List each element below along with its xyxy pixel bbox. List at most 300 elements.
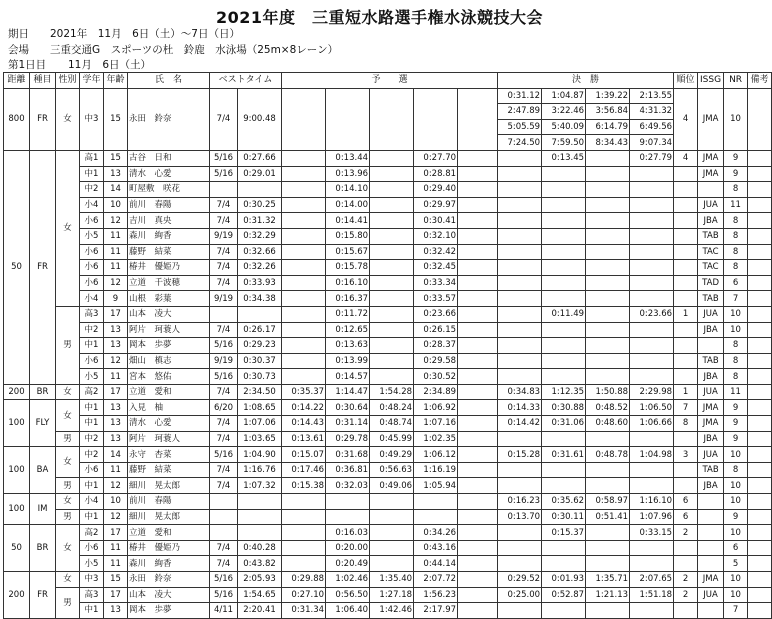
rank-cell (674, 353, 698, 369)
table-row (4, 322, 772, 338)
prelim-split: 0:29.58 (414, 353, 458, 369)
table-row (4, 166, 772, 182)
prelim-split: 1:56.23 (414, 587, 458, 603)
final-split (586, 275, 630, 291)
final-split: 0:35.62 (542, 494, 586, 510)
swimmer-name: 細川 晃太郎 (128, 509, 210, 525)
final-split (630, 166, 674, 182)
final-split (498, 197, 542, 213)
final-split: 1:16.10 (630, 494, 674, 510)
prelim-split (370, 150, 414, 166)
best-time-cell (238, 306, 282, 322)
swimmer-name: 永田 鈴奈 (128, 572, 210, 588)
issg-cell: TAC (698, 260, 724, 276)
prelim-split (282, 494, 326, 510)
table-row (4, 213, 772, 229)
rank-cell: 2 (674, 572, 698, 588)
prelim-split (458, 353, 498, 369)
final-split (542, 369, 586, 385)
prelim-split: 0:12.65 (326, 322, 370, 338)
final-split: 0:33.15 (630, 525, 674, 541)
grade-cell: 中3 (80, 572, 104, 588)
notes-cell (748, 197, 772, 213)
notes-cell (748, 556, 772, 572)
best-time-cell: 0:32.26 (238, 260, 282, 276)
prelim-split: 0:32.42 (414, 244, 458, 260)
prelim-split: 0:16.37 (326, 291, 370, 307)
final-split (630, 540, 674, 556)
final-split (630, 260, 674, 276)
final-split: 0:27.79 (630, 150, 674, 166)
age-cell: 17 (104, 587, 128, 603)
age-cell: 12 (104, 509, 128, 525)
prelim-split: 0:48.24 (370, 400, 414, 416)
gender-cell: 女 (56, 494, 80, 510)
best-time-cell: 0:32.66 (238, 244, 282, 260)
table-row (4, 431, 772, 447)
prelim-split (370, 166, 414, 182)
nr-cell: 10 (724, 587, 748, 603)
prelim-split: 0:16.03 (326, 525, 370, 541)
notes-cell (748, 369, 772, 385)
swimmer-name: 山本 凌大 (128, 587, 210, 603)
rank-cell: 2 (674, 587, 698, 603)
final-split: 1:39.22 (586, 88, 630, 104)
best-date-cell: 7/4 (210, 322, 238, 338)
rank-cell (674, 478, 698, 494)
rank-cell: 7 (674, 400, 698, 416)
best-date-cell: 7/4 (210, 260, 238, 276)
prelim-split (458, 275, 498, 291)
prelim-split (458, 525, 498, 541)
grade-cell: 小5 (80, 369, 104, 385)
prelim-split: 1:06.92 (414, 400, 458, 416)
header-distance: 距離 (4, 73, 30, 89)
prelim-split (458, 88, 498, 150)
best-date-cell: 5/16 (210, 166, 238, 182)
rank-cell: 4 (674, 88, 698, 150)
notes-cell (748, 338, 772, 354)
prelim-split (458, 244, 498, 260)
prelim-split: 1:02.46 (326, 572, 370, 588)
table-row (4, 150, 772, 166)
final-split: 1:50.88 (586, 384, 630, 400)
final-split (542, 182, 586, 198)
nr-cell: 11 (724, 197, 748, 213)
final-split (542, 197, 586, 213)
prelim-split (458, 338, 498, 354)
prelim-split (370, 306, 414, 322)
final-split: 5:40.09 (542, 119, 586, 135)
final-split (630, 182, 674, 198)
swimmer-name: 前川 春陽 (128, 197, 210, 213)
age-cell: 11 (104, 369, 128, 385)
nr-cell: 10 (724, 525, 748, 541)
final-split (542, 540, 586, 556)
final-split (498, 275, 542, 291)
final-split: 2:07.65 (630, 572, 674, 588)
prelim-split: 1:06.12 (414, 447, 458, 463)
best-date-cell: 5/16 (210, 587, 238, 603)
grade-cell: 小6 (80, 353, 104, 369)
final-split (542, 462, 586, 478)
prelim-split (458, 416, 498, 432)
issg-cell: JUA (698, 587, 724, 603)
prelim-split (282, 228, 326, 244)
prelim-split: 0:20.00 (326, 540, 370, 556)
nr-cell: 8 (724, 338, 748, 354)
venue-line (8, 42, 338, 57)
final-split: 2:13.55 (630, 88, 674, 104)
age-cell: 15 (104, 88, 128, 150)
prelim-split: 0:11.72 (326, 306, 370, 322)
notes-cell (748, 400, 772, 416)
prelim-split (282, 88, 326, 150)
swimmer-name: 清水 心愛 (128, 166, 210, 182)
final-split: 3:22.46 (542, 104, 586, 120)
final-split (630, 228, 674, 244)
header-final: 決 勝 (498, 73, 674, 89)
age-cell: 10 (104, 197, 128, 213)
prelim-split: 0:15.38 (282, 478, 326, 494)
final-split (586, 291, 630, 307)
best-time-cell: 1:16.76 (238, 462, 282, 478)
page-title: 2021年度 三重短水路選手権水泳競技大会 (215, 8, 544, 27)
notes-cell (748, 260, 772, 276)
stroke-cell: IM (30, 494, 56, 525)
swimmer-name: 椿井 優姫乃 (128, 540, 210, 556)
prelim-split: 0:13.44 (326, 150, 370, 166)
table-row (4, 369, 772, 385)
age-cell: 12 (104, 213, 128, 229)
swimmer-name: 藤野 結菜 (128, 244, 210, 260)
table-row (4, 447, 772, 463)
age-cell: 11 (104, 244, 128, 260)
table-row (4, 244, 772, 260)
best-time-cell: 0:29.01 (238, 166, 282, 182)
prelim-split (414, 88, 458, 150)
notes-cell (748, 462, 772, 478)
nr-cell: 9 (724, 416, 748, 432)
grade-cell: 高3 (80, 306, 104, 322)
notes-cell (748, 572, 772, 588)
prelim-split (282, 369, 326, 385)
age-cell: 13 (104, 338, 128, 354)
prelim-split (370, 275, 414, 291)
nr-cell: 11 (724, 384, 748, 400)
best-date-cell: 7/4 (210, 431, 238, 447)
prelim-split (370, 338, 414, 354)
best-time-cell: 0:40.28 (238, 540, 282, 556)
swimmer-name: 吉川 真央 (128, 213, 210, 229)
notes-cell (748, 291, 772, 307)
header-row (4, 73, 772, 89)
final-split: 0:14.33 (498, 400, 542, 416)
table-row (4, 603, 772, 619)
notes-cell (748, 384, 772, 400)
swimmer-name: 前川 春陽 (128, 494, 210, 510)
final-split (630, 338, 674, 354)
final-split (586, 462, 630, 478)
notes-cell (748, 322, 772, 338)
prelim-split (458, 291, 498, 307)
final-split: 0:25.00 (498, 587, 542, 603)
table-row (4, 353, 772, 369)
nr-cell: 8 (724, 228, 748, 244)
final-split (498, 478, 542, 494)
best-time-cell: 2:20.41 (238, 603, 282, 619)
best-date-cell: 7/4 (210, 213, 238, 229)
nr-cell: 8 (724, 353, 748, 369)
age-cell: 12 (104, 478, 128, 494)
prelim-split (458, 322, 498, 338)
prelim-split (282, 244, 326, 260)
grade-cell: 中3 (80, 88, 104, 150)
rank-cell: 8 (674, 416, 698, 432)
notes-cell (748, 431, 772, 447)
notes-cell (748, 603, 772, 619)
prelim-split: 0:28.81 (414, 166, 458, 182)
nr-cell: 8 (724, 182, 748, 198)
prelim-split (370, 353, 414, 369)
final-split (586, 603, 630, 619)
grade-cell: 小6 (80, 244, 104, 260)
nr-cell: 10 (724, 494, 748, 510)
swimmer-name: 岡本 歩夢 (128, 338, 210, 354)
prelim-split: 0:27.10 (282, 587, 326, 603)
rank-cell (674, 431, 698, 447)
rank-cell (674, 213, 698, 229)
final-split (542, 275, 586, 291)
rank-cell (674, 369, 698, 385)
grade-cell: 小6 (80, 462, 104, 478)
rank-cell: 1 (674, 306, 698, 322)
prelim-split: 0:20.49 (326, 556, 370, 572)
grade-cell: 小6 (80, 540, 104, 556)
swimmer-name: 森川 絢香 (128, 556, 210, 572)
prelim-split (370, 525, 414, 541)
nr-cell: 8 (724, 369, 748, 385)
final-split (630, 322, 674, 338)
final-split: 1:21.13 (586, 587, 630, 603)
best-time-cell: 1:04.90 (238, 447, 282, 463)
age-cell: 17 (104, 384, 128, 400)
nr-cell: 10 (724, 478, 748, 494)
notes-cell (748, 182, 772, 198)
best-date-cell (210, 509, 238, 525)
prelim-split: 0:30.41 (414, 213, 458, 229)
age-cell: 17 (104, 525, 128, 541)
header-stroke: 種目 (30, 73, 56, 89)
final-split: 0:48.60 (586, 416, 630, 432)
best-time-cell: 0:31.32 (238, 213, 282, 229)
prelim-split: 0:23.66 (414, 306, 458, 322)
nr-cell: 6 (724, 540, 748, 556)
final-split (630, 431, 674, 447)
issg-cell: JMA (698, 88, 724, 150)
gender-cell: 女 (56, 150, 80, 306)
final-split: 0:15.28 (498, 447, 542, 463)
swimmer-name: 山根 彩葉 (128, 291, 210, 307)
final-split: 0:31.12 (498, 88, 542, 104)
prelim-split: 0:56.50 (326, 587, 370, 603)
best-time-cell: 1:08.65 (238, 400, 282, 416)
best-date-cell: 9/19 (210, 228, 238, 244)
final-split (542, 478, 586, 494)
nr-cell: 6 (724, 275, 748, 291)
prelim-split (370, 322, 414, 338)
grade-cell: 中1 (80, 509, 104, 525)
best-time-cell: 2:05.93 (238, 572, 282, 588)
final-split (542, 291, 586, 307)
rank-cell: 3 (674, 447, 698, 463)
stroke-cell: BR (30, 384, 56, 400)
grade-cell: 高2 (80, 525, 104, 541)
table-row (4, 540, 772, 556)
best-time-cell: 9:00.48 (238, 88, 282, 150)
final-split (542, 431, 586, 447)
dates-label: 期日 (8, 28, 29, 40)
final-split (542, 322, 586, 338)
swimmer-name: 立道 愛和 (128, 384, 210, 400)
best-date-cell (210, 182, 238, 198)
prelim-split (370, 182, 414, 198)
header-age: 年齢 (104, 73, 128, 89)
swimmer-name: 古谷 日和 (128, 150, 210, 166)
gender-cell: 男 (56, 431, 80, 447)
final-split: 1:06.50 (630, 400, 674, 416)
issg-cell: JUA (698, 447, 724, 463)
prelim-split: 0:13.96 (326, 166, 370, 182)
prelim-split (458, 306, 498, 322)
final-split: 4:31.32 (630, 104, 674, 120)
notes-cell (748, 525, 772, 541)
age-cell: 11 (104, 540, 128, 556)
final-split (542, 603, 586, 619)
swimmer-name: 立道 愛和 (128, 525, 210, 541)
table-row (4, 525, 772, 541)
final-split: 1:04.87 (542, 88, 586, 104)
best-date-cell: 9/19 (210, 291, 238, 307)
final-split: 1:04.98 (630, 447, 674, 463)
final-split: 0:52.87 (542, 587, 586, 603)
issg-cell (698, 509, 724, 525)
notes-cell (748, 244, 772, 260)
prelim-split: 1:06.40 (326, 603, 370, 619)
day-label: 第1日目 (8, 59, 47, 71)
prelim-split: 0:27.70 (414, 150, 458, 166)
final-split (498, 166, 542, 182)
notes-cell (748, 353, 772, 369)
final-split: 1:12.35 (542, 384, 586, 400)
age-cell: 13 (104, 603, 128, 619)
grade-cell: 小6 (80, 260, 104, 276)
best-time-cell: 0:26.17 (238, 322, 282, 338)
final-split: 0:31.06 (542, 416, 586, 432)
notes-cell (748, 494, 772, 510)
issg-cell: TAD (698, 275, 724, 291)
grade-cell: 中1 (80, 338, 104, 354)
prelim-split: 0:49.29 (370, 447, 414, 463)
swimmer-name: 清水 心愛 (128, 416, 210, 432)
issg-cell (698, 525, 724, 541)
gender-cell: 女 (56, 400, 80, 431)
table-row (4, 228, 772, 244)
best-date-cell: 7/4 (210, 478, 238, 494)
prelim-split (458, 182, 498, 198)
age-cell: 10 (104, 494, 128, 510)
issg-cell: JUA (698, 384, 724, 400)
age-cell: 12 (104, 353, 128, 369)
best-date-cell: 7/4 (210, 384, 238, 400)
prelim-split: 1:42.46 (370, 603, 414, 619)
distance-cell: 100 (4, 494, 30, 525)
issg-cell: JMA (698, 166, 724, 182)
prelim-split: 0:30.52 (414, 369, 458, 385)
age-cell: 13 (104, 416, 128, 432)
age-cell: 15 (104, 572, 128, 588)
header-best: ベストタイム (210, 73, 282, 89)
prelim-split (282, 556, 326, 572)
final-split (498, 353, 542, 369)
prelim-split: 0:35.37 (282, 384, 326, 400)
prelim-split (458, 150, 498, 166)
age-cell: 11 (104, 556, 128, 572)
grade-cell: 中1 (80, 478, 104, 494)
prelim-split (458, 462, 498, 478)
age-cell: 11 (104, 228, 128, 244)
prelim-split: 0:43.16 (414, 540, 458, 556)
swimmer-name: 岡本 歩夢 (128, 603, 210, 619)
prelim-split: 0:32.03 (326, 478, 370, 494)
best-time-cell (238, 494, 282, 510)
prelim-split: 1:07.16 (414, 416, 458, 432)
issg-cell: TAB (698, 228, 724, 244)
notes-cell (748, 416, 772, 432)
prelim-split (458, 587, 498, 603)
venue-value: 三重交通G スポーツの杜 鈴鹿 水泳場（25m×8レーン） (50, 44, 339, 56)
final-split: 1:35.71 (586, 572, 630, 588)
day-line (8, 57, 151, 72)
best-time-cell: 1:07.32 (238, 478, 282, 494)
swimmer-name: 永守 杏菜 (128, 447, 210, 463)
issg-cell: TAC (698, 244, 724, 260)
prelim-split (282, 166, 326, 182)
final-split: 5:05.59 (498, 119, 542, 135)
prelim-split (370, 88, 414, 150)
nr-cell: 8 (724, 244, 748, 260)
issg-cell: JMA (698, 400, 724, 416)
best-date-cell: 7/4 (210, 244, 238, 260)
prelim-split (370, 540, 414, 556)
final-split (586, 260, 630, 276)
prelim-split: 1:05.94 (414, 478, 458, 494)
notes-cell (748, 150, 772, 166)
gender-cell: 女 (56, 447, 80, 478)
final-split (630, 556, 674, 572)
final-split (586, 228, 630, 244)
prelim-split (282, 182, 326, 198)
grade-cell: 小6 (80, 213, 104, 229)
nr-cell: 10 (724, 88, 748, 150)
notes-cell (748, 213, 772, 229)
best-date-cell (210, 525, 238, 541)
prelim-split (282, 353, 326, 369)
stroke-cell: FLY (30, 400, 56, 447)
final-split (586, 478, 630, 494)
day-value: 11月 6日（土） (68, 59, 152, 71)
best-date-cell: 6/20 (210, 400, 238, 416)
